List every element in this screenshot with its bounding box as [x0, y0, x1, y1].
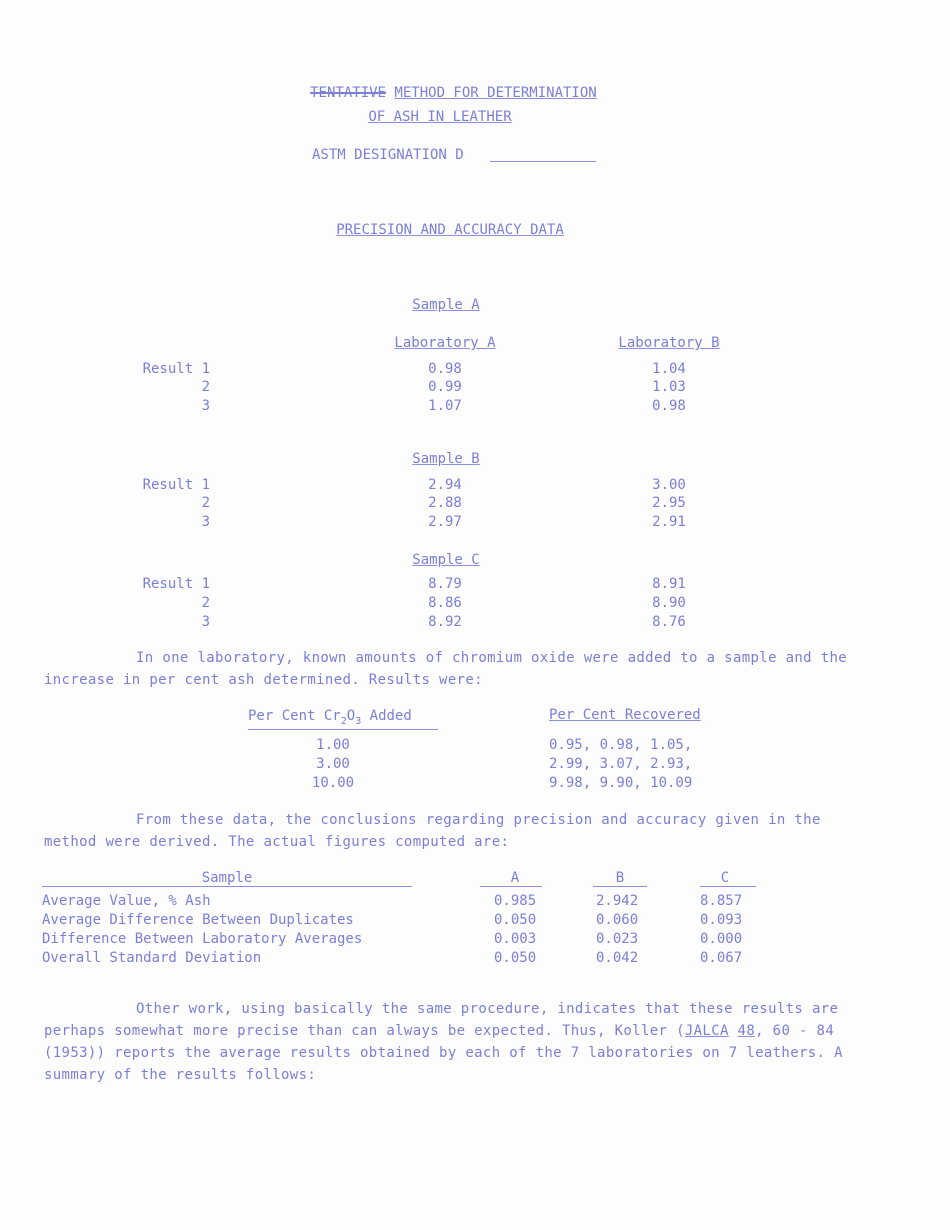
- summary-row-3-a: 0.003: [494, 931, 537, 947]
- sample-a-row-3-label: 3: [201, 398, 210, 414]
- summary-row-3-b: 0.023: [596, 931, 639, 947]
- summary-row-1-a: 0.985: [494, 893, 537, 909]
- document-title-line1: [0, 72, 890, 100]
- summary-header-a: A: [510, 870, 520, 886]
- sample-c-row-2-lab-a: 8.86: [428, 595, 462, 611]
- summary-row-4-b: 0.042: [596, 950, 639, 966]
- sample-c-row-1-label: Result 1: [142, 576, 210, 592]
- summary-row-3-c: 0.000: [700, 931, 743, 947]
- col1-sub1: 2: [340, 715, 347, 727]
- col1-post: Added: [361, 708, 412, 724]
- sample-a-row-2-lab-b: 1.03: [652, 379, 686, 395]
- summary-a-underline: [480, 886, 542, 887]
- paragraph-conclusions: From these data, the conclusions regarding precision and accuracy given in the method were derived. The actual figures computed are:: [44, 812, 821, 850]
- summary-b-underline: [593, 886, 647, 887]
- summary-row-1-c: 8.857: [700, 893, 743, 909]
- summary-header-c: C: [720, 870, 730, 886]
- journal-name: JALCA: [684, 1023, 729, 1039]
- recovery-row-3-recovered: 9.98, 9.90, 10.09: [549, 775, 693, 791]
- sample-c-row-3-label: 3: [201, 614, 210, 630]
- sample-b-row-3-label: 3: [201, 514, 210, 530]
- recovery-col2-header: Per Cent Recovered: [549, 707, 701, 723]
- journal-volume: 48: [737, 1023, 756, 1039]
- col1-pre: Per Cent Cr: [248, 708, 341, 724]
- sample-c-row-2-label: 2: [201, 595, 210, 611]
- sample-a-row-3-lab-a: 1.07: [428, 398, 462, 414]
- lab-b-header: Laboratory B: [618, 335, 720, 351]
- sample-b-row-2-lab-a: 2.88: [428, 495, 462, 511]
- sample-a-title: Sample A: [412, 297, 480, 313]
- sample-c-row-1-lab-a: 8.79: [428, 576, 462, 592]
- sample-b-row-1-lab-b: 3.00: [652, 477, 686, 493]
- sample-b-title: Sample B: [412, 451, 480, 467]
- para3-end: , 60 - 84 (1953)) reports the average results obtained by each of the 7 laboratories on 7 leathers. A summary of the results follows:: [44, 1023, 843, 1083]
- recovery-row-2-added: 3.00: [316, 756, 350, 772]
- sample-a-row-1-lab-a: 0.98: [428, 361, 462, 377]
- recovery-col1-header: [248, 709, 412, 727]
- sample-a-row-2-lab-a: 0.99: [428, 379, 462, 395]
- sample-a-row-2-label: 2: [201, 379, 210, 395]
- sample-b-row-1-label: Result 1: [142, 477, 210, 493]
- col1-sub2: 3: [355, 715, 362, 727]
- summary-sample-underline: [42, 886, 412, 887]
- para3-start: Other work, using basically the same procedure, indicates that these results are perhaps somewhat more precise than can always be expected. Thus, Koller (: [44, 1001, 839, 1039]
- paragraph-chromium-oxide: In one laboratory, known amounts of chromium oxide were added to a sample and the increase in per cent ash determined. Results were:: [44, 650, 848, 688]
- summary-row-2-b: 0.060: [596, 912, 639, 928]
- summary-c-underline: [700, 886, 756, 887]
- paragraph-other-work: [44, 998, 864, 1086]
- recovery-col1-underline: [248, 729, 438, 730]
- sample-b-row-1-lab-a: 2.94: [428, 477, 462, 493]
- sample-a-row-1-label: Result 1: [142, 361, 210, 377]
- sample-a-row-1-lab-b: 1.04: [652, 361, 686, 377]
- sample-c-row-3-lab-a: 8.92: [428, 614, 462, 630]
- summary-row-2-a: 0.050: [494, 912, 537, 928]
- sample-b-row-2-lab-b: 2.95: [652, 495, 686, 511]
- summary-header-b: B: [615, 870, 625, 886]
- sample-b-row-2-label: 2: [201, 495, 210, 511]
- designation-blank-line: [490, 161, 596, 162]
- sample-c-row-2-lab-b: 8.90: [652, 595, 686, 611]
- struck-title-word: TENTATIVE: [310, 85, 386, 101]
- recovery-row-1-added: 1.00: [316, 737, 350, 753]
- summary-row-1-b: 2.942: [596, 893, 639, 909]
- summary-row-4-label: Overall Standard Deviation: [42, 950, 262, 966]
- summary-row-1-label: Average Value, % Ash: [42, 893, 211, 909]
- sample-b-row-3-lab-a: 2.97: [428, 514, 462, 530]
- sample-a-row-3-lab-b: 0.98: [652, 398, 686, 414]
- col1-mid: O: [346, 708, 356, 724]
- recovery-row-2-recovered: 2.99, 3.07, 2.93,: [549, 756, 693, 772]
- sample-c-title: Sample C: [412, 552, 480, 568]
- astm-designation: [312, 148, 464, 162]
- summary-row-2-c: 0.093: [700, 912, 743, 928]
- title-rest: METHOD FOR DETERMINATION: [394, 85, 597, 101]
- sample-b-row-3-lab-b: 2.91: [652, 514, 686, 530]
- recovery-row-1-recovered: 0.95, 0.98, 1.05,: [549, 737, 693, 753]
- recovery-row-3-added: 10.00: [311, 775, 355, 791]
- lab-a-header: Laboratory A: [394, 335, 496, 351]
- summary-header-sample: Sample: [201, 870, 253, 886]
- summary-row-4-c: 0.067: [700, 950, 743, 966]
- section-title: PRECISION AND ACCURACY DATA: [336, 222, 564, 238]
- sample-c-row-1-lab-b: 8.91: [652, 576, 686, 592]
- designation-label: ASTM DESIGNATION D: [312, 147, 464, 163]
- summary-row-2-label: Average Difference Between Duplicates: [42, 912, 354, 928]
- summary-row-3-label: Difference Between Laboratory Averages: [42, 931, 363, 947]
- sample-c-row-3-lab-b: 8.76: [652, 614, 686, 630]
- document-title-line2: OF ASH IN LEATHER: [368, 109, 512, 125]
- summary-row-4-a: 0.050: [494, 950, 537, 966]
